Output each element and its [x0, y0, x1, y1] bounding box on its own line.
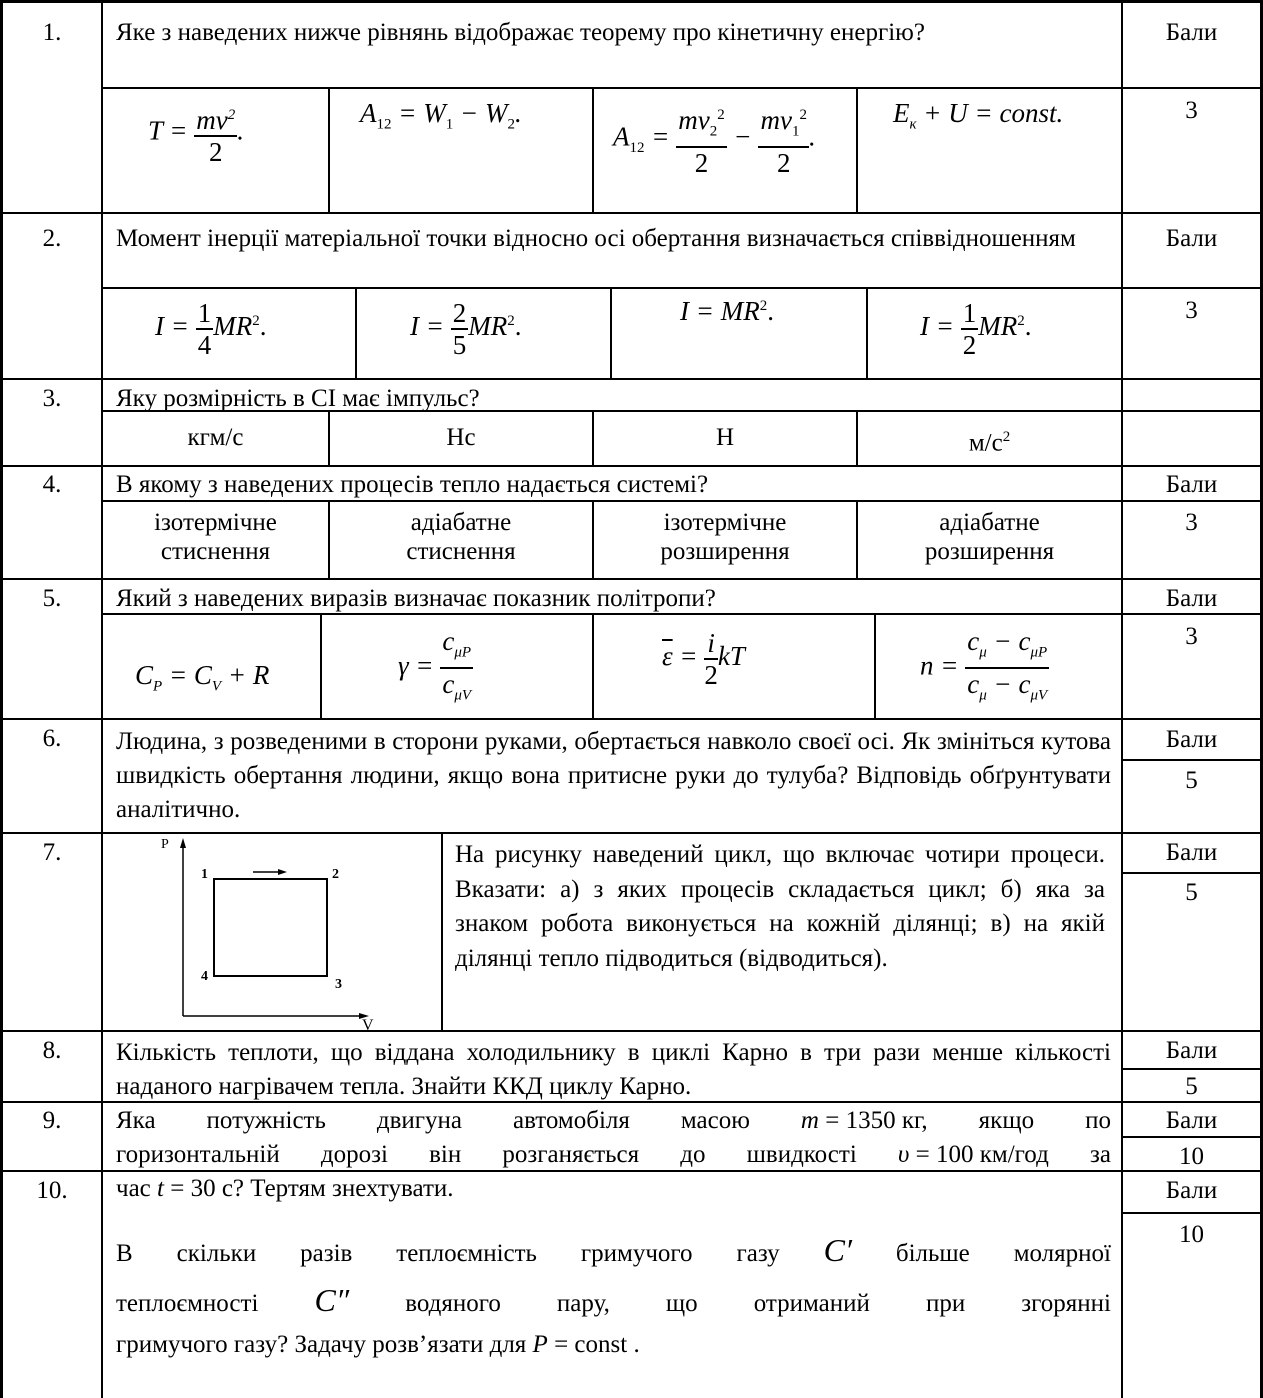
- option-formula-2: $A_{12} = W_1 - W_2$.: [360, 98, 522, 133]
- points-label: Бали: [1165, 1037, 1218, 1064]
- option-1: ізотермічне стиснення: [154, 509, 277, 565]
- points-value: 3: [1185, 623, 1198, 650]
- points-label: Бали: [1165, 585, 1218, 612]
- question-line-3: час t = 30 с? Тертям знехтувати.: [116, 1175, 454, 1202]
- points-value: 5: [1185, 1073, 1198, 1100]
- question-number: 9.: [42, 1107, 62, 1134]
- corner-label-2: 2: [332, 867, 339, 882]
- question-line-2: горизонтальній дорозі він розганяється до швидкості υ = 100 км/год за: [116, 1141, 1111, 1168]
- question-text: Яке з наведених нижче рівнянь відображає теорему про кінетичну енергію?: [116, 19, 925, 46]
- question-text: В якому з наведених процесів тепло надається системі?: [116, 471, 709, 498]
- question-text: Людина, з розведеними в сторони руками, обертається навколо своєї осі. Як змініться кутова швидкість обертання людини, якщо вона притисне руки до тулуба? Відповідь обґрунтувати аналітично.: [116, 728, 1111, 823]
- option-3: Н: [715, 424, 735, 451]
- option-1: кгм/с: [187, 424, 244, 451]
- question-number: 5.: [42, 585, 62, 612]
- question-number: 1.: [42, 19, 62, 46]
- option-formula-4: I = $\frac{1}{2}$ $MR^2$.: [920, 298, 1032, 360]
- axis-p-label: P: [161, 837, 169, 852]
- option-formula-4: $E_к + U$ = const.: [893, 98, 1064, 133]
- question-number: 10.: [36, 1177, 68, 1204]
- question-line-1: В скільки разів теплоємність гримучого газу C′ більше молярної: [116, 1232, 1111, 1268]
- option-3: ізотермічне розширення: [660, 509, 790, 565]
- option-formula-1: I = $\frac{1}{4}$ $MR^2$.: [155, 298, 267, 360]
- option-formula-1: $C_P = C_V + R$: [135, 660, 270, 695]
- option-formula-2: γ = $\frac{c_{\mu P}}{c_{\mu V}}$: [398, 626, 472, 704]
- points-value: 3: [1185, 297, 1198, 324]
- points-label: Бали: [1165, 726, 1218, 753]
- points-value: 10: [1179, 1143, 1204, 1170]
- points-label: Бали: [1165, 839, 1218, 866]
- points-value: 5: [1185, 767, 1198, 794]
- points-label: Бали: [1165, 1177, 1218, 1204]
- question-text: Кількість теплоти, що віддана холодильнику в циклі Карно в три рази менше кількості наданого нагрівачем тепла. Знайти ККД циклу Карно.: [116, 1039, 1111, 1100]
- corner-label-4: 4: [201, 969, 208, 984]
- question-line-3: гримучого газу? Задачу розв’язати для P = const .: [116, 1331, 640, 1358]
- question-number: 3.: [42, 385, 62, 412]
- option-formula-3: $\overline{\varepsilon}$ = $\frac{i}{2}$ kT: [662, 628, 745, 690]
- option-formula-4: n = $\frac{c_\mu - c_{\mu P}}{c_\mu - c_{\mu V}}$: [920, 626, 1048, 704]
- question-number: 4.: [42, 471, 62, 498]
- question-text: На рисунку наведений цикл, що включає чотири процеси. Вказати: а) з яких процесів складається цикл; б) яка за знаком робота виконується на кожній ділянці; в) на якій ділянці тепло підводиться (відводиться).: [455, 841, 1105, 972]
- option-4: $м/с^2$: [968, 429, 1011, 457]
- question-line-2: теплоємності C″ водяного пару, що отриманий при згорянні: [116, 1282, 1111, 1318]
- option-formula-3: $I = MR^2$.: [680, 296, 774, 326]
- points-label: Бали: [1165, 471, 1218, 498]
- question-text: Яку розмірність в СІ має імпульс?: [116, 385, 480, 412]
- question-number: 6.: [42, 725, 62, 752]
- option-formula-3: $A_{12}$ = $\frac{mv_2^2}{2}$ − $\frac{mv_1^2}{2}$ .: [613, 100, 816, 178]
- question-number: 2.: [42, 225, 62, 252]
- points-value: 10: [1179, 1221, 1204, 1248]
- axis-v-label: V: [362, 1017, 374, 1030]
- question-text: Який з наведених виразів визначає показник політропи?: [116, 585, 716, 612]
- points-label: Бали: [1165, 225, 1218, 252]
- points-value: 3: [1185, 97, 1198, 124]
- option-2: адіабатне стиснення: [406, 509, 516, 565]
- question-line-1: Яка потужність двигуна автомобіля масою m = 1350 кг, якщо по: [116, 1107, 1111, 1134]
- option-2: Нс: [446, 424, 476, 451]
- points-label: Бали: [1165, 1107, 1218, 1134]
- question-number: 7.: [42, 839, 62, 866]
- corner-label-1: 1: [201, 867, 208, 882]
- corner-label-3: 3: [335, 977, 342, 992]
- option-formula-2: I = $\frac{2}{5}$ $MR^2$.: [410, 298, 522, 360]
- points-value: 3: [1185, 509, 1198, 536]
- points-label: Бали: [1165, 19, 1218, 46]
- pv-cycle-diagram: [103, 834, 441, 1030]
- question-number: 8.: [42, 1037, 62, 1064]
- option-formula-1: T = $\frac{mv^2}{2}$ .: [148, 100, 244, 167]
- question-text: Момент інерції матеріальної точки відносно осі обертання визначається співвідношенням: [116, 225, 1076, 252]
- points-value: 5: [1185, 879, 1198, 906]
- option-4: адіабатне розширення: [924, 509, 1055, 565]
